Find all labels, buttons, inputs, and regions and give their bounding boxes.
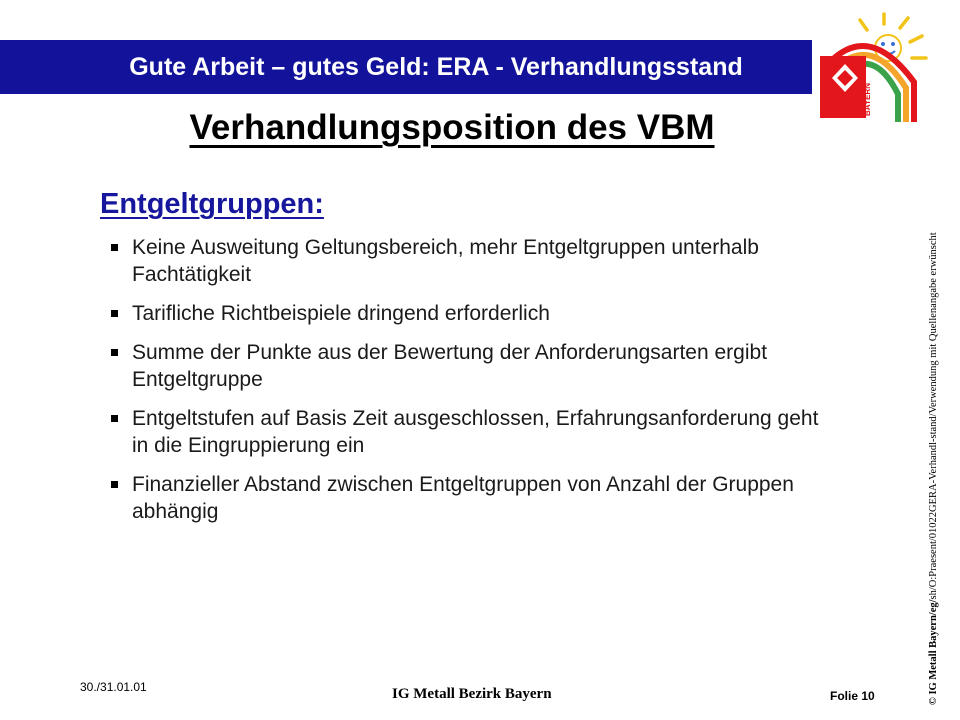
section-heading: Entgeltgruppen:: [100, 188, 324, 220]
square-bullet-icon: [111, 415, 118, 422]
bullet-item: [100, 339, 830, 393]
footer-page-number: Folie 10: [830, 689, 875, 703]
footer-org: IG Metall Bezirk Bayern: [392, 686, 552, 702]
bullet-item: [100, 405, 830, 459]
bullet-text: Keine Ausweitung Geltungsbereich, mehr Entgeltgruppen unterhalb Fachtätigkeit: [132, 236, 759, 286]
copyright-rest: sh/O:Praesent/01022GERA-Verhandl-stand/Verwendung mit Quellenangabe erwünscht: [928, 232, 939, 600]
bullet-text: Summe der Punkte aus der Bewertung der Anforderungsarten ergibt Entgeltgruppe: [132, 341, 768, 391]
bullet-text: Entgeltstufen auf Basis Zeit ausgeschlossen, Erfahrungsanforderung geht in die Eingruppierung ein: [132, 407, 819, 457]
bullet-text: Finanzieller Abstand zwischen Entgeltgruppen von Anzahl der Gruppen abhängig: [132, 473, 794, 523]
copyright-bold: © IG Metall Bayern/eg/: [928, 599, 939, 705]
bullet-item: [100, 300, 830, 327]
header-title: Gute Arbeit – gutes Geld: ERA - Verhandlungsstand: [129, 52, 743, 81]
bullet-item: [100, 234, 830, 288]
footer-date: 30./31.01.01: [80, 680, 147, 694]
square-bullet-icon: [111, 481, 118, 488]
bullet-text: Tarifliche Richtbeispiele dringend erforderlich: [132, 302, 550, 325]
bullet-item: [100, 471, 830, 525]
square-bullet-icon: [111, 349, 118, 356]
square-bullet-icon: [111, 310, 118, 317]
copyright-side-note: [928, 85, 942, 705]
slide-title: Verhandlungsposition des VBM: [189, 108, 715, 147]
square-bullet-icon: [111, 244, 118, 251]
bullet-list: [100, 234, 830, 537]
logo-text: BAYERN: [863, 82, 872, 116]
